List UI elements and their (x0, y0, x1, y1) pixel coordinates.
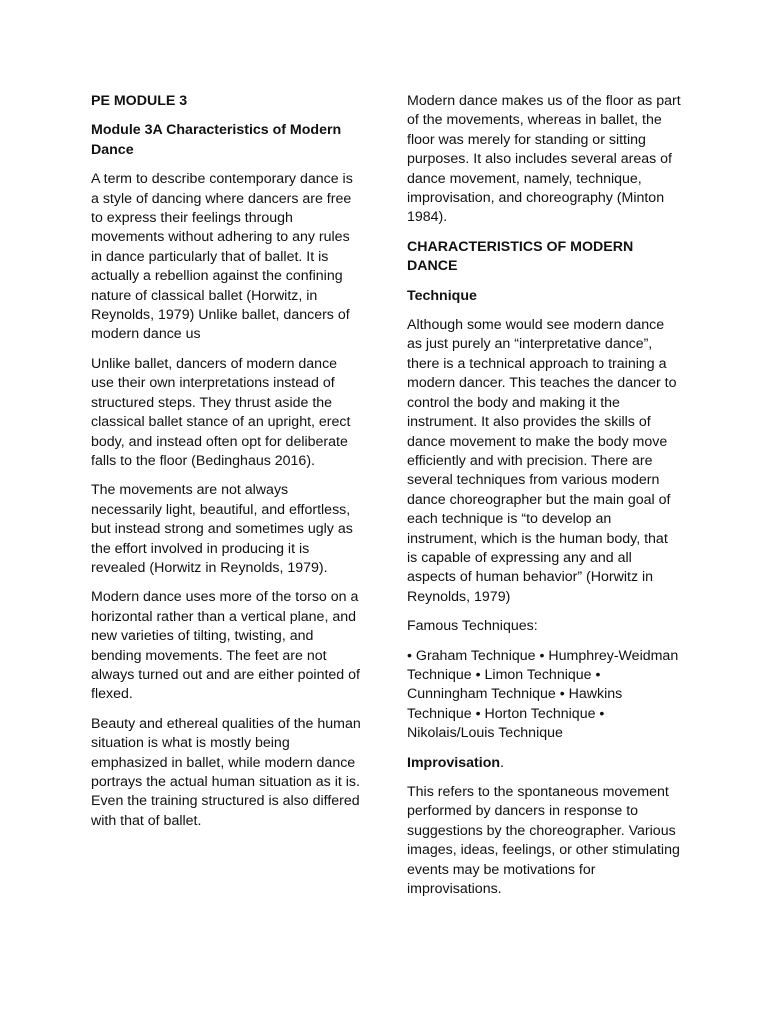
improvisation-heading-line (407, 754, 681, 773)
improvisation-period: . (500, 754, 504, 771)
techniques-list: • Graham Technique • Humphrey-Weidman Technique • Limon Technique • Cunningham Technique • Hawkins Technique • Horton Technique • Nikolais/Louis Technique (407, 647, 679, 742)
paragraph-technique: Although some would see modern dance as just purely an “interpretative dance”, there is a technical approach to training a modern dancer. This teaches the dancer to control the body and making it the instrument. It also provides the skills of dance movement to make the body move efficiently and with precision. There are several techniques from various modern dance choreographer but the main goal of each technique is “to develop an instrument, which is the human body, that is capable of expressing any and all aspects of human behavior” (Horwitz in Reynolds, 1979) (407, 317, 677, 605)
left-column (91, 92, 363, 841)
paragraph-movements: The movements are not always necessarily light, beautiful, and effortless, but instead strong and sometimes ugly as the effort involved in producing it is revealed (Horwitz in Reynolds, 1979). (91, 482, 353, 576)
paragraph-beauty: Beauty and ethereal qualities of the human situation is what is mostly being emphasized in ballet, while modern dance portrays the actual human situation as it is. Even the training structured is also differed with that of ballet. (91, 715, 361, 829)
paragraph-torso: Modern dance uses more of the torso on a horizontal rather than a vertical plane, and new varieties of tilting, twisting, and bending movements. The feet are not always turned out and are either pointed of flexed. (91, 589, 360, 703)
technique-heading: Technique (407, 287, 477, 304)
paragraph-definition: A term to describe contemporary dance is a style of dancing where dancers are free to express their feelings through movements without adhering to any rules in dance particularly that of ballet. It is actually a rebellion against the confining nature of classical ballet (Horwitz, in Reynolds, 1979) Unlike ballet, dancers of modern dance us (91, 171, 353, 343)
paragraph-floor: Modern dance makes us of the floor as part of the movements, whereas in ballet, the floor was merely for standing or sitting purposes. It also includes several areas of dance movement, namely, technique, improvisation, and choreography (Minton 1984). (407, 93, 681, 226)
characteristics-heading: CHARACTERISTICS OF MODERN DANCE (407, 238, 634, 275)
famous-techniques-label: Famous Techniques: (407, 618, 538, 635)
module-title: PE MODULE 3 (91, 93, 188, 109)
section-title: Module 3A Characteristics of Modern Dance (91, 122, 342, 158)
improvisation-heading: Improvisation (407, 754, 501, 771)
paragraph-improvisation: This refers to the spontaneous movement performed by dancers in response to suggestions by the choreographer. Various images, ideas, feelings, or other stimulating events may be motivations for improvisations. (407, 784, 680, 898)
right-column (407, 92, 681, 909)
paragraph-interpretation: Unlike ballet, dancers of modern dance use their own interpretations instead of structured steps. They thrust aside the classical ballet stance of an upright, erect body, and instead often opt for deliberate falls to the floor (Bedinghaus 2016). (91, 355, 351, 469)
